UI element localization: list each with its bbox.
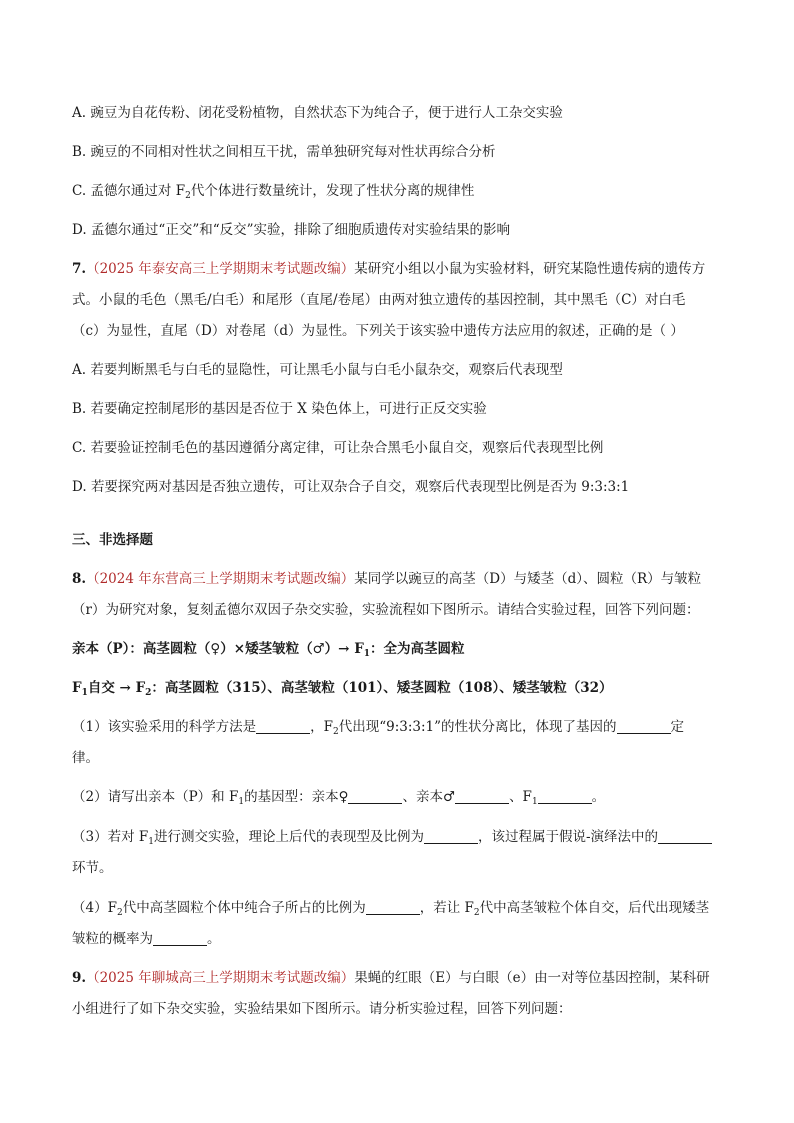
question-source: （2025 年泰安高三上学期期末考试题改编） bbox=[86, 261, 355, 277]
question-source: （2024 年东营高三上学期期末考试题改编） bbox=[86, 571, 355, 587]
section-heading: 三、非选择题 bbox=[72, 532, 153, 548]
answer-blank[interactable] bbox=[455, 789, 509, 804]
q8-stem-line-2: （r）为研究对象，复刻孟德尔双因子杂交实验，实验流程如下图所示。请结合实验过程，回答下列问题： bbox=[72, 602, 700, 618]
q7-option-a: A. 若要判断黑毛与白毛的显隐性，可让黑毛小鼠与白毛小鼠杂交，观察后代表现型 bbox=[72, 362, 563, 378]
q6-option-d: D. 孟德尔通过“正交”和“反交”实验，排除了细胞质遗传对实验结果的影响 bbox=[72, 222, 511, 238]
question-source: （2025 年聊城高三上学期期末考试题改编） bbox=[86, 970, 355, 986]
answer-blank[interactable] bbox=[348, 789, 402, 804]
question-number: 9. bbox=[72, 970, 87, 986]
question-number: 8. bbox=[72, 571, 87, 587]
q7-stem-line-1: 7.（2025 年泰安高三上学期期末考试题改编）某研究小组以小鼠为实验材料，研究某隐性遗传病的遗传方 bbox=[72, 261, 706, 277]
answer-blank[interactable] bbox=[424, 829, 478, 844]
answer-blank[interactable] bbox=[658, 829, 712, 844]
q8-part-1: （1）该实验采用的科学方法是 ，$F_2$代出现“9:3:3:1”的性状分离比，体现了基因的 定 bbox=[72, 719, 685, 737]
q8-part-3: （3）若对 $F_1$进行测交实验，理论上后代的表现型及比例为 ，该过程属于假说-演绎法中的 bbox=[72, 827, 732, 852]
answer-blank[interactable] bbox=[153, 931, 207, 946]
answer-blank[interactable] bbox=[617, 719, 671, 734]
q8-part-1-cont: 律。 bbox=[72, 750, 99, 766]
q8-stem-line-1: 8.（2024 年东营高三上学期期末考试题改编）某同学以豌豆的高茎（D）与矮茎（d）、圆粒（R）与皱粒 bbox=[72, 571, 702, 587]
q8-flow-2: $F_1$自交 → $F_2$：高茎圆粒（315）、高茎皱粒（101）、矮茎圆粒（108）、矮茎皱粒（32） bbox=[72, 680, 613, 698]
q9-stem-line-1: 9.（2025 年聊城高三上学期期末考试题改编）果蝇的红眼（E）与白眼（e）由一对等位基因控制，某科研 bbox=[72, 970, 710, 986]
q6-option-b: B. 豌豆的不同相对性状之间相互干扰，需单独研究每对性状再综合分析 bbox=[72, 144, 496, 160]
q8-part-4: $(4)F_2$代中高茎圆粒个体中纯合子所占的比例为 ，若让 $F_2$代中高茎皱粒个体自交，后代出现矮茎 bbox=[72, 900, 710, 918]
q6-option-a: A. 豌豆为自花传粉、闭花受粉植物，自然状态下为纯合子，便于进行人工杂交实验 bbox=[72, 105, 563, 121]
q8-part-4-cont: 皱粒的概率为 。 bbox=[72, 931, 221, 947]
q7-option-b: B. 若要确定控制尾形的基因是否位于 X 染色体上，可进行正反交实验 bbox=[72, 401, 487, 417]
answer-blank[interactable] bbox=[256, 719, 310, 734]
question-number: 7. bbox=[72, 261, 87, 277]
q7-option-d: D. 若要探究两对基因是否独立遗传，可让双杂合子自交，观察后代表现型比例是否为 9:3:3:1 bbox=[72, 479, 630, 495]
q7-option-c: C. 若要验证控制毛色的基因遵循分离定律，可让杂合黑毛小鼠自交，观察后代表现型比例 bbox=[72, 440, 604, 456]
q8-flow-1: 亲本（P）：高茎圆粒（♀）×矮茎皱粒（♂）→ $F_1$：全为高茎圆粒 bbox=[72, 641, 465, 659]
q7-stem-line-2: 式。小鼠的毛色（黑毛/白毛）和尾形（直尾/卷尾）由两对独立遗传的基因控制，其中黑毛（C）对白毛 bbox=[72, 292, 686, 308]
q7-stem-line-3: （c）为显性，直尾（D）对卷尾（d）为显性。下列关于该实验中遗传方法应用的叙述，正确的是（ ） bbox=[72, 323, 684, 339]
answer-blank[interactable] bbox=[538, 789, 592, 804]
q8-part-3-cont: 环节。 bbox=[72, 860, 113, 876]
q9-stem-line-2: 小组进行了如下杂交实验，实验结果如下图所示。请分析实验过程，回答下列问题： bbox=[72, 1001, 572, 1017]
q6-option-c: C. 孟德尔通过对 $F_2$代个体进行数量统计，发现了性状分离的规律性 bbox=[72, 183, 475, 201]
answer-blank[interactable] bbox=[366, 900, 420, 915]
q8-part-2: （2）请写出亲本（P）和 $F_1$的基因型：亲本♀ 、亲本♂ 、$F_1$ 。 bbox=[72, 789, 606, 807]
